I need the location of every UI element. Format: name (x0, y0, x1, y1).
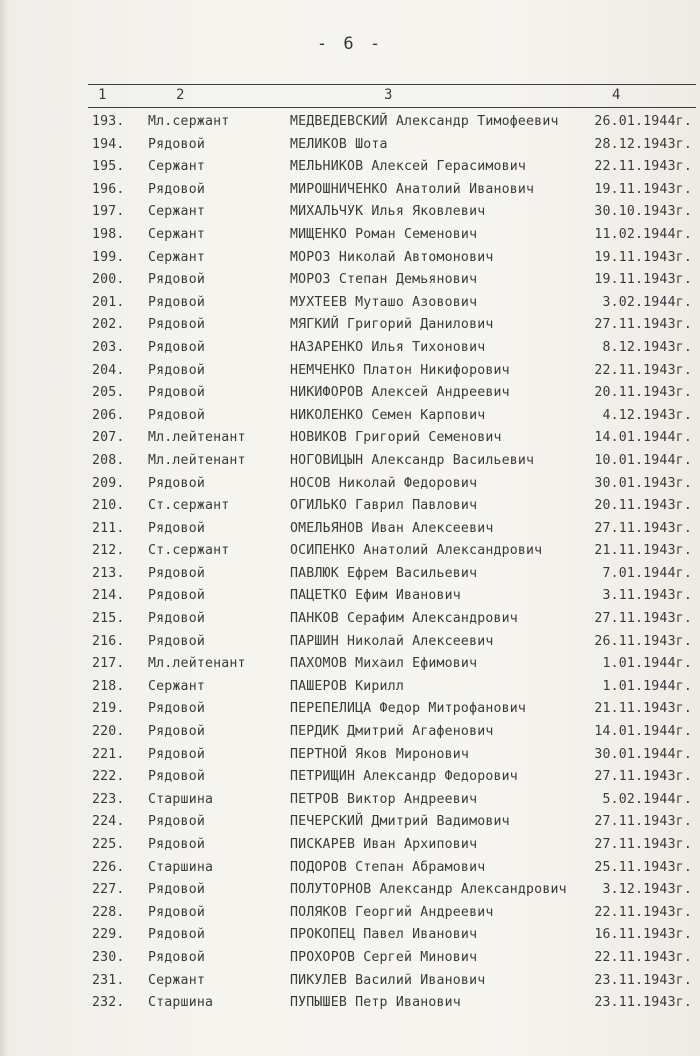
row-number: 223. (92, 791, 125, 807)
table-row (0, 720, 700, 743)
table-row (0, 652, 700, 675)
row-number: 232. (92, 995, 125, 1011)
row-date: 27.11.1943г. (594, 814, 692, 830)
table-row (0, 155, 700, 178)
row-rank: Рядовой (148, 837, 205, 852)
row-date: 19.11.1943г. (594, 272, 692, 288)
row-date: 11.02.1944г. (594, 226, 692, 242)
table-row (0, 878, 700, 901)
row-date: 21.11.1943г. (594, 701, 692, 717)
row-rank: Ст.сержант (148, 543, 230, 559)
row-rank: Рядовой (148, 746, 205, 762)
row-number: 217. (92, 656, 125, 672)
row-number: 213. (92, 565, 125, 581)
row-date: 19.11.1943г. (594, 181, 692, 197)
row-rank: Сержант (148, 159, 205, 175)
row-rank: Рядовой (148, 814, 205, 830)
row-number: 203. (92, 339, 125, 355)
table-row (0, 856, 700, 879)
row-date: 30.01.1944г. (594, 746, 692, 762)
row-date: 3.02.1944г. (602, 294, 692, 310)
row-date: 26.11.1943г. (594, 633, 692, 649)
row-number: 194. (92, 136, 125, 152)
row-date: 3.11.1943г. (602, 588, 692, 604)
row-date: 23.11.1943г. (594, 995, 692, 1011)
row-name: МЕЛИКОВ Шота (290, 136, 388, 152)
row-name: ПОДОРОВ Степан Абрамович (290, 859, 486, 875)
row-rank: Мл.лейтенант (148, 430, 246, 446)
row-name: ПОЛУТОРНОВ Александр Александрович (290, 882, 567, 898)
page-number: - 6 - (316, 34, 384, 54)
row-rank: Рядовой (148, 475, 205, 491)
row-name: ПИКУЛЕВ Василий Иванович (290, 972, 486, 988)
row-name: МИХАЛЬЧУК Илья Яковлевич (290, 204, 486, 220)
row-rank: Рядовой (148, 317, 205, 333)
row-date: 23.11.1943г. (594, 972, 692, 988)
row-rank: Рядовой (148, 520, 205, 536)
column-header-1: 1 (98, 87, 107, 103)
row-name: НИКИФОРОВ Алексей Андреевич (290, 385, 510, 401)
row-date: 1.01.1944г. (602, 656, 692, 672)
row-rank: Рядовой (148, 407, 205, 423)
table-row (0, 697, 700, 720)
row-date: 25.11.1943г. (594, 859, 692, 875)
row-number: 205. (92, 385, 125, 401)
row-rank: Мл.лейтенант (148, 452, 246, 468)
row-rank: Рядовой (148, 927, 205, 943)
table-row (0, 991, 700, 1014)
row-name: МОРОЗ Степан Демьянович (290, 272, 478, 288)
row-name: ПУПЫШЕВ Петр Иванович (290, 995, 461, 1011)
table-header-rule (88, 107, 696, 108)
row-number: 231. (92, 972, 125, 988)
table-row (0, 946, 700, 969)
row-rank: Рядовой (148, 272, 205, 288)
row-rank: Рядовой (148, 633, 205, 649)
table-row (0, 359, 700, 382)
row-name: ПАРШИН Николай Алексеевич (290, 633, 494, 649)
table-row (0, 833, 700, 856)
row-rank: Рядовой (148, 882, 205, 898)
row-rank: Старшина (148, 995, 214, 1011)
column-header-3: 3 (384, 87, 393, 103)
row-number: 220. (92, 724, 125, 740)
row-number: 193. (92, 114, 125, 129)
row-number: 215. (92, 611, 125, 627)
row-number: 216. (92, 633, 125, 649)
table-row (0, 743, 700, 766)
row-rank: Сержант (148, 678, 205, 694)
table-row (0, 765, 700, 788)
row-rank: Рядовой (148, 362, 205, 378)
row-date: 28.12.1943г. (594, 136, 692, 152)
table-row (0, 133, 700, 156)
table-header (0, 87, 700, 107)
row-number: 195. (92, 159, 125, 175)
table-row (0, 675, 700, 698)
row-name: МУХТЕЕВ Муташо Азовович (290, 294, 478, 310)
row-rank: Мл.сержант (148, 114, 230, 129)
row-number: 201. (92, 294, 125, 310)
row-date: 20.11.1943г. (594, 498, 692, 514)
row-name: ПИСКАРЕВ Иван Архипович (290, 837, 478, 852)
row-number: 219. (92, 701, 125, 717)
row-name: МЕДВЕДЕВСКИЙ Александр Тимофеевич (290, 114, 559, 129)
row-number: 224. (92, 814, 125, 830)
row-number: 209. (92, 475, 125, 491)
row-rank: Сержант (148, 204, 205, 220)
table-row (0, 381, 700, 404)
row-name: ОГИЛЬКО Гаврил Павлович (290, 498, 478, 514)
row-name: ПАШЕРОВ Кирилл (290, 678, 404, 694)
row-name: МЯГКИЙ Григорий Данилович (290, 317, 494, 333)
row-rank: Рядовой (148, 724, 205, 740)
row-number: 196. (92, 181, 125, 197)
table-row (0, 562, 700, 585)
row-date: 22.11.1943г. (594, 949, 692, 965)
table-row (0, 630, 700, 653)
row-number: 230. (92, 949, 125, 965)
row-rank: Рядовой (148, 339, 205, 355)
row-name: ПАЦЕТКО Ефим Иванович (290, 588, 461, 604)
row-date: 19.11.1943г. (594, 249, 692, 265)
table-row (0, 584, 700, 607)
row-name: МОРОЗ Николай Автомонович (290, 249, 494, 265)
table-row (0, 901, 700, 924)
row-date: 26.01.1944г. (594, 114, 692, 129)
row-rank: Рядовой (148, 949, 205, 965)
row-number: 218. (92, 678, 125, 694)
row-rank: Сержант (148, 226, 205, 242)
row-name: ПРОКОПЕЦ Павел Иванович (290, 927, 478, 943)
row-date: 27.11.1943г. (594, 317, 692, 333)
row-rank: Рядовой (148, 136, 205, 152)
table-row (0, 969, 700, 992)
row-name: ПОЛЯКОВ Георгий Андреевич (290, 904, 494, 920)
row-name: НАЗАРЕНКО Илья Тихонович (290, 339, 486, 355)
row-date: 22.11.1943г. (594, 362, 692, 378)
row-date: 30.01.1943г. (594, 475, 692, 491)
table-row (0, 313, 700, 336)
table-row (0, 291, 700, 314)
table-row (0, 449, 700, 472)
table-row (0, 178, 700, 201)
row-rank: Рядовой (148, 611, 205, 627)
row-number: 221. (92, 746, 125, 762)
row-name: НЕМЧЕНКО Платон Никифорович (290, 362, 510, 378)
row-date: 1.01.1944г. (602, 678, 692, 694)
table-row (0, 517, 700, 540)
row-rank: Рядовой (148, 294, 205, 310)
row-name: МЕЛЬНИКОВ Алексей Герасимович (290, 159, 527, 175)
row-number: 228. (92, 904, 125, 920)
row-number: 197. (92, 204, 125, 220)
table-row (0, 494, 700, 517)
row-date: 30.10.1943г. (594, 204, 692, 220)
row-name: ПЕРДИК Дмитрий Агафенович (290, 724, 494, 740)
row-date: 3.12.1943г. (602, 882, 692, 898)
row-date: 16.11.1943г. (594, 927, 692, 943)
row-name: ОМЕЛЬЯНОВ Иван Алексеевич (290, 520, 494, 536)
row-number: 199. (92, 249, 125, 265)
table-row (0, 110, 700, 133)
row-name: ПЕРТНОЙ Яков Миронович (290, 746, 470, 762)
row-name: МИЩЕНКО Роман Семенович (290, 226, 478, 242)
row-rank: Мл.лейтенант (148, 656, 246, 672)
table-row (0, 539, 700, 562)
row-date: 22.11.1943г. (594, 159, 692, 175)
row-date: 20.11.1943г. (594, 385, 692, 401)
row-date: 8.12.1943г. (602, 339, 692, 355)
row-number: 214. (92, 588, 125, 604)
table-row (0, 472, 700, 495)
row-name: НИКОЛЕНКО Семен Карпович (290, 407, 486, 423)
row-number: 226. (92, 859, 125, 875)
row-name: ПЕЧЕРСКИЙ Дмитрий Вадимович (290, 814, 510, 830)
row-number: 206. (92, 407, 125, 423)
row-rank: Рядовой (148, 385, 205, 401)
row-rank: Ст.сержант (148, 498, 230, 514)
table-row (0, 336, 700, 359)
row-number: 222. (92, 769, 125, 785)
row-name: ПАВЛЮК Ефрем Васильевич (290, 565, 478, 581)
row-rank: Старшина (148, 791, 214, 807)
row-number: 210. (92, 498, 125, 514)
row-rank: Рядовой (148, 904, 205, 920)
row-rank: Рядовой (148, 701, 205, 717)
row-date: 22.11.1943г. (594, 904, 692, 920)
row-number: 208. (92, 452, 125, 468)
row-date: 21.11.1943г. (594, 543, 692, 559)
table-row (0, 404, 700, 427)
table-row (0, 788, 700, 811)
row-name: НОВИКОВ Григорий Семенович (290, 430, 502, 446)
table-row (0, 923, 700, 946)
row-number: 198. (92, 226, 125, 242)
row-name: НОСОВ Николай Федорович (290, 475, 478, 491)
table-row (0, 246, 700, 269)
row-number: 225. (92, 837, 125, 852)
row-name: ПАХОМОВ Михаил Ефимович (290, 656, 478, 672)
row-rank: Старшина (148, 859, 214, 875)
row-name: НОГОВИЦЫН Александр Васильевич (290, 452, 535, 468)
table-row (0, 810, 700, 833)
row-rank: Сержант (148, 249, 205, 265)
column-header-2: 2 (176, 87, 185, 103)
row-date: 14.01.1944г. (594, 724, 692, 740)
table-body (0, 110, 700, 1014)
row-rank: Сержант (148, 972, 205, 988)
row-name: ОСИПЕНКО Анатолий Александрович (290, 543, 543, 559)
row-name: ПЕТРОВ Виктор Андреевич (290, 791, 478, 807)
row-number: 200. (92, 272, 125, 288)
row-date: 27.11.1943г. (594, 611, 692, 627)
row-number: 204. (92, 362, 125, 378)
table-row (0, 200, 700, 223)
table-row (0, 426, 700, 449)
row-number: 212. (92, 543, 125, 559)
row-name: ПЕРЕПЕЛИЦА Федор Митрофанович (290, 701, 527, 717)
row-date: 27.11.1943г. (594, 520, 692, 536)
row-rank: Рядовой (148, 588, 205, 604)
row-number: 207. (92, 430, 125, 446)
row-date: 4.12.1943г. (602, 407, 692, 423)
row-date: 14.01.1944г. (594, 430, 692, 446)
row-name: ПАНКОВ Серафим Александрович (290, 611, 518, 627)
row-rank: Рядовой (148, 181, 205, 197)
table-row (0, 607, 700, 630)
row-date: 10.01.1944г. (594, 452, 692, 468)
row-name: ПЕТРИЩИН Александр Федорович (290, 769, 518, 785)
row-number: 229. (92, 927, 125, 943)
table-row (0, 268, 700, 291)
row-date: 5.02.1944г. (602, 791, 692, 807)
row-number: 227. (92, 882, 125, 898)
row-name: МИРОШНИЧЕНКО Анатолий Иванович (290, 181, 535, 197)
row-number: 202. (92, 317, 125, 333)
row-date: 27.11.1943г. (594, 769, 692, 785)
row-date: 27.11.1943г. (594, 837, 692, 852)
column-header-4: 4 (612, 87, 621, 103)
table-top-rule (88, 84, 696, 85)
row-number: 211. (92, 520, 125, 536)
row-name: ПРОХОРОВ Сергей Минович (290, 949, 478, 965)
row-date: 7.01.1944г. (602, 565, 692, 581)
row-rank: Рядовой (148, 565, 205, 581)
table-row (0, 223, 700, 246)
row-rank: Рядовой (148, 769, 205, 785)
